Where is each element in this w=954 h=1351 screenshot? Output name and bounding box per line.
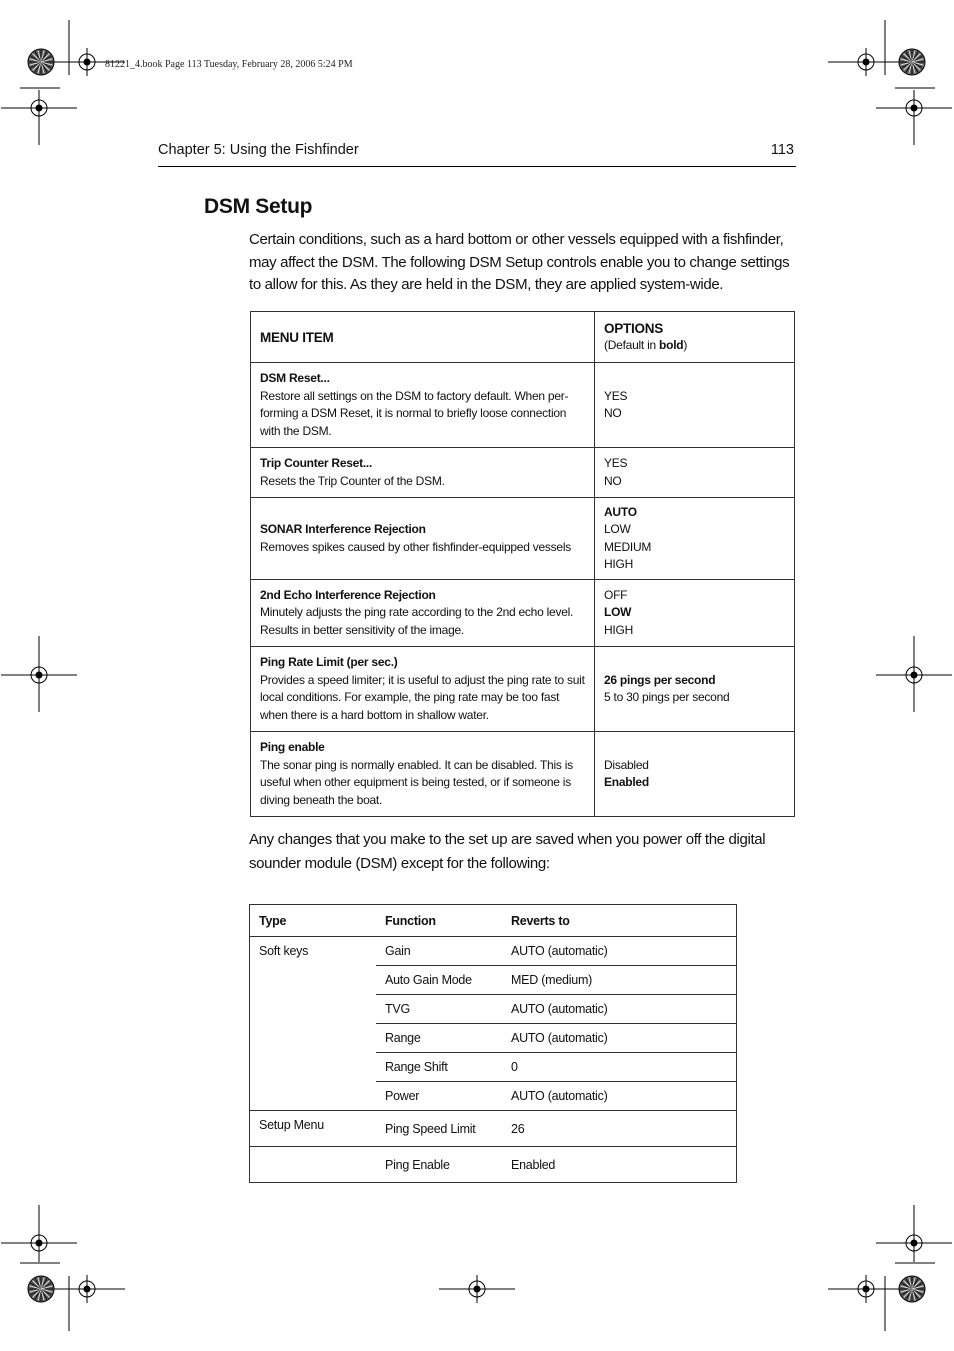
function-cell: Gain [376, 937, 502, 966]
option-value: 26 pings per second [604, 672, 716, 687]
option-value: LOW [604, 522, 631, 536]
options-cell [595, 498, 795, 580]
revert-table-row [250, 1111, 737, 1147]
option-value: Enabled [604, 775, 649, 789]
registration-mark-icon [876, 94, 952, 122]
registration-mark-icon [1, 94, 77, 122]
option-value: YES [604, 456, 628, 470]
color-rosette-icon [28, 1276, 54, 1302]
menu-item-title: Ping enable [260, 740, 325, 754]
menu-table-row [251, 732, 795, 817]
options-column-header [595, 312, 795, 363]
reverts-to-cell: AUTO (automatic) [502, 937, 737, 966]
print-info-line: 81221_4.book Page 113 Tuesday, February 28, 2006 5:24 PM [105, 59, 353, 70]
header-rule [158, 166, 796, 167]
type-column-header: Type [250, 905, 377, 937]
registration-mark-icon [49, 1275, 125, 1303]
menu-table-row [251, 363, 795, 448]
options-cell [595, 732, 795, 817]
registration-mark-icon [828, 1275, 904, 1303]
option-value: OFF [604, 587, 628, 602]
menu-item-title: Trip Counter Reset... [260, 456, 373, 470]
reverts-to-column-header: Reverts to [502, 905, 737, 937]
function-cell: Power [376, 1082, 502, 1111]
menu-item-description: Provides a speed limiter; it is useful to adjust the ping rate to suit local conditions. For example, the ping rate may be too fast when there is a hard bottom in shallow water. [260, 672, 585, 722]
function-cell: Ping Enable [376, 1147, 502, 1183]
color-rosette-icon [899, 49, 925, 75]
options-cell [595, 363, 795, 448]
function-cell: Range Shift [376, 1053, 502, 1082]
menu-item-cell [251, 498, 595, 580]
function-cell: Ping Speed Limit [376, 1111, 502, 1147]
dsm-setup-menu-table [250, 311, 795, 817]
menu-item-description: Restore all settings on the DSM to factory default. When per-forming a DSM Reset, it is normal to briefly loose connection with the DSM. [260, 388, 569, 438]
options-cell [595, 580, 795, 647]
menu-item-cell [251, 580, 595, 647]
menu-table-row [251, 498, 795, 580]
menu-item-title: SONAR Interference Rejection [260, 522, 426, 536]
reverts-to-cell: MED (medium) [502, 966, 737, 995]
option-value: 5 to 30 pings per second [604, 690, 730, 704]
menu-item-title: Ping Rate Limit (per sec.) [260, 655, 398, 669]
intro-paragraph: Certain conditions, such as a hard bottom or other vessels equipped with a fishfinder, may affect the DSM. The following DSM Setup controls enable you to change settings to allow for this. As they are held in the DSM, they are applied system-wide. [249, 231, 790, 293]
type-cell: Setup Menu [250, 1111, 377, 1147]
reverts-to-cell: 26 [502, 1111, 737, 1147]
registration-mark-icon [876, 1229, 952, 1257]
menu-item-title: DSM Reset... [260, 371, 330, 385]
registration-mark-icon [828, 48, 904, 76]
reverts-to-cell: AUTO (automatic) [502, 995, 737, 1024]
function-column-header: Function [376, 905, 502, 937]
menu-item-description: Removes spikes caused by other fishfinder-equipped vessels [260, 539, 572, 554]
option-value: HIGH [604, 622, 633, 637]
registration-mark-icon [439, 1275, 515, 1303]
reverts-to-cell: Enabled [502, 1147, 737, 1183]
menu-item-column-header: MENU ITEM [251, 312, 595, 363]
option-value: NO [604, 473, 622, 488]
registration-mark-icon [1, 661, 77, 689]
option-value: NO [604, 406, 622, 420]
menu-item-cell [251, 647, 595, 732]
menu-item-description: The sonar ping is normally enabled. It can be disabled. This is useful when other equipment is being tested, or if someone is diving beneath the boat. [260, 757, 573, 807]
menu-item-description: Minutely adjusts the ping rate according to the 2nd echo level. Results in better sensitivity of the image. [260, 605, 574, 637]
reverts-to-cell: 0 [502, 1053, 737, 1082]
options-cell [595, 647, 795, 732]
running-header-page-number: 113 [770, 142, 794, 158]
function-cell: Auto Gain Mode [376, 966, 502, 995]
menu-item-description: Resets the Trip Counter of the DSM. [260, 473, 445, 488]
function-cell: TVG [376, 995, 502, 1024]
menu-table-row [251, 580, 795, 647]
registration-mark-icon [876, 661, 952, 689]
reverts-to-cell: AUTO (automatic) [502, 1024, 737, 1053]
registration-mark-icon [1, 1229, 77, 1257]
type-cell [250, 1147, 377, 1183]
after-table-paragraph: Any changes that you make to the set up are saved when you power off the digital sounder module (DSM) except for the following: [249, 831, 766, 872]
reverts-to-cell: AUTO (automatic) [502, 1082, 737, 1111]
option-value: MEDIUM [604, 539, 652, 554]
color-rosette-icon [28, 49, 54, 75]
option-value: LOW [604, 605, 632, 620]
options-default-note: (Default in bold) [604, 338, 688, 352]
revert-settings-table [249, 904, 737, 1183]
revert-table-row [250, 1147, 737, 1183]
menu-item-cell [251, 732, 595, 817]
options-header-label: OPTIONS [604, 321, 664, 336]
revert-table-row [250, 937, 737, 966]
type-cell: Soft keys [250, 937, 377, 1111]
option-value: AUTO [604, 504, 637, 519]
function-cell: Range [376, 1024, 502, 1053]
option-value: YES [604, 388, 628, 403]
menu-item-cell [251, 363, 595, 448]
option-value: Disabled [604, 757, 649, 772]
menu-item-cell [251, 448, 595, 498]
option-value: HIGH [604, 557, 633, 571]
color-rosette-icon [899, 1276, 925, 1302]
running-header-chapter: Chapter 5: Using the Fishfinder [158, 142, 359, 158]
options-cell [595, 448, 795, 498]
menu-table-row [251, 448, 795, 498]
section-title: DSM Setup [204, 195, 313, 218]
menu-item-title: 2nd Echo Interference Rejection [260, 587, 436, 602]
menu-table-row [251, 647, 795, 732]
